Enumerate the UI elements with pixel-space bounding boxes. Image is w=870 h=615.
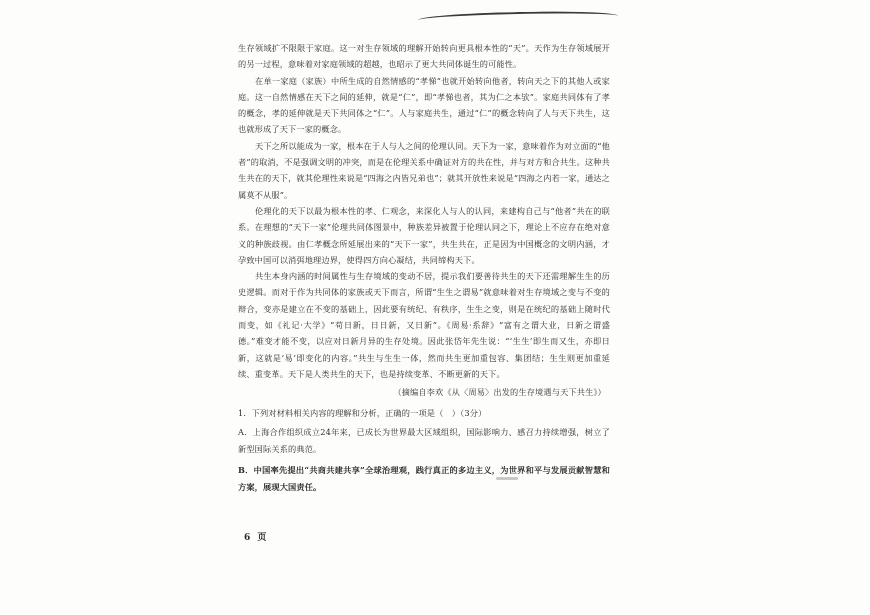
article-text xyxy=(238,40,610,497)
paragraph-1: 生存领域扩不限限于家庭。这一对生存领域的理解开始转向更具根本性的“天”。天作为生存领域展开的另一过程，意味着对家庭领域的超越，也昭示了更大共同体诞生的可能性。 xyxy=(238,43,610,70)
paragraph-4: 伦理化的天下以最为根本性的孝、仁观念，来深化人与人的认同，来建构自己与“他者”共在的联系。在理想的“天下一家”伦理共同体图景中，种族差异被置于伦理认同之下，理论上不应存在绝对意义的种族歧视。由仁孝概念所延展出来的“天下一家”，共生共在，正是因为中国概念的文明内涵，才孕致中国可以消弭地理边界，使得四方向心凝结，共同缔构天下。 xyxy=(238,205,610,265)
option-a: A．上海合作组织成立24年来，已成长为世界最大区域组织，国际影响力、感召力持续增强，树立了新型国际关系的典范。 xyxy=(238,426,610,455)
pen-stroke-mark xyxy=(418,10,618,26)
paragraph-3: 天下之所以能成为一家，根本在于人与人之间的伦理认同。天下为一家，意味着作为对立面的“他者”的取消，不是强调文明的冲突，而是在伦理关系中确证对方的共在性，并与对方和合共生。这种共生共在的天下，就其伦理性来说是“四海之内皆兄弟也”；就其开放性来说是“四海之内若一家，通达之属莫不从服”。 xyxy=(238,140,610,200)
source-citation: （摘编自李欢《从〈周易〉出发的生存境遇与天下共生》） xyxy=(393,387,606,398)
paragraph-5: 共生本身内涵的时间属性与生存境域的变动不居，提示我们要善待共生的天下还需理解生生的历史逻辑。而对于作为共同体的家族或天下而言，所谓“生生之谓易”就意味着对生存境域之变与不变的辩合，变亦是建立在不变的基础上，因此要有统纪、有秩序，生生之变，则是在统纪的基础上随时代而变，如《礼记·大学》“苟日新，日日新，又日新”。《周易·系辞》“富有之谓大业，日新之谓盛德。”难变才能不变，以应对日新月异的生存处境。因此张岱年先生说：“‘生生’即生而又生，亦即日新，这就是‘易’即变化的内容。”共生与生生一体，然而共生更加重包容、集团结；生生则更加重延续、重变革。天下是人类共生的天下，也是持续变革、不断更新的天下。 xyxy=(238,271,610,379)
page-number: 6 页 xyxy=(244,533,269,543)
question-1: 1．下列对材料相关内容的理解和分析，正确的一项是（ ）（3分） xyxy=(238,407,487,418)
option-b: B．中国率先提出“共商共建共享”全球治理观，践行真正的多边主义，为世界和平与发展贡献智慧和方案，展现大国责任。 xyxy=(238,464,610,493)
scan-smudge xyxy=(496,477,518,480)
paragraph-2: 在单一家庭（家族）中所生成的自然情感的“孝悌”也就开始转向他者，转向天之下的其他人或家庭。这一自然情感在天下之间的延伸，就是“仁”，即“孝悌也者，其为仁之本欤”。家庭共同体有了孝的概念，孝的延伸就是天下共同体之“仁”。人与家庭共生，通过“仁”的概念转向了人与天下共生，这也就形成了天下一家的概念。 xyxy=(238,75,610,135)
